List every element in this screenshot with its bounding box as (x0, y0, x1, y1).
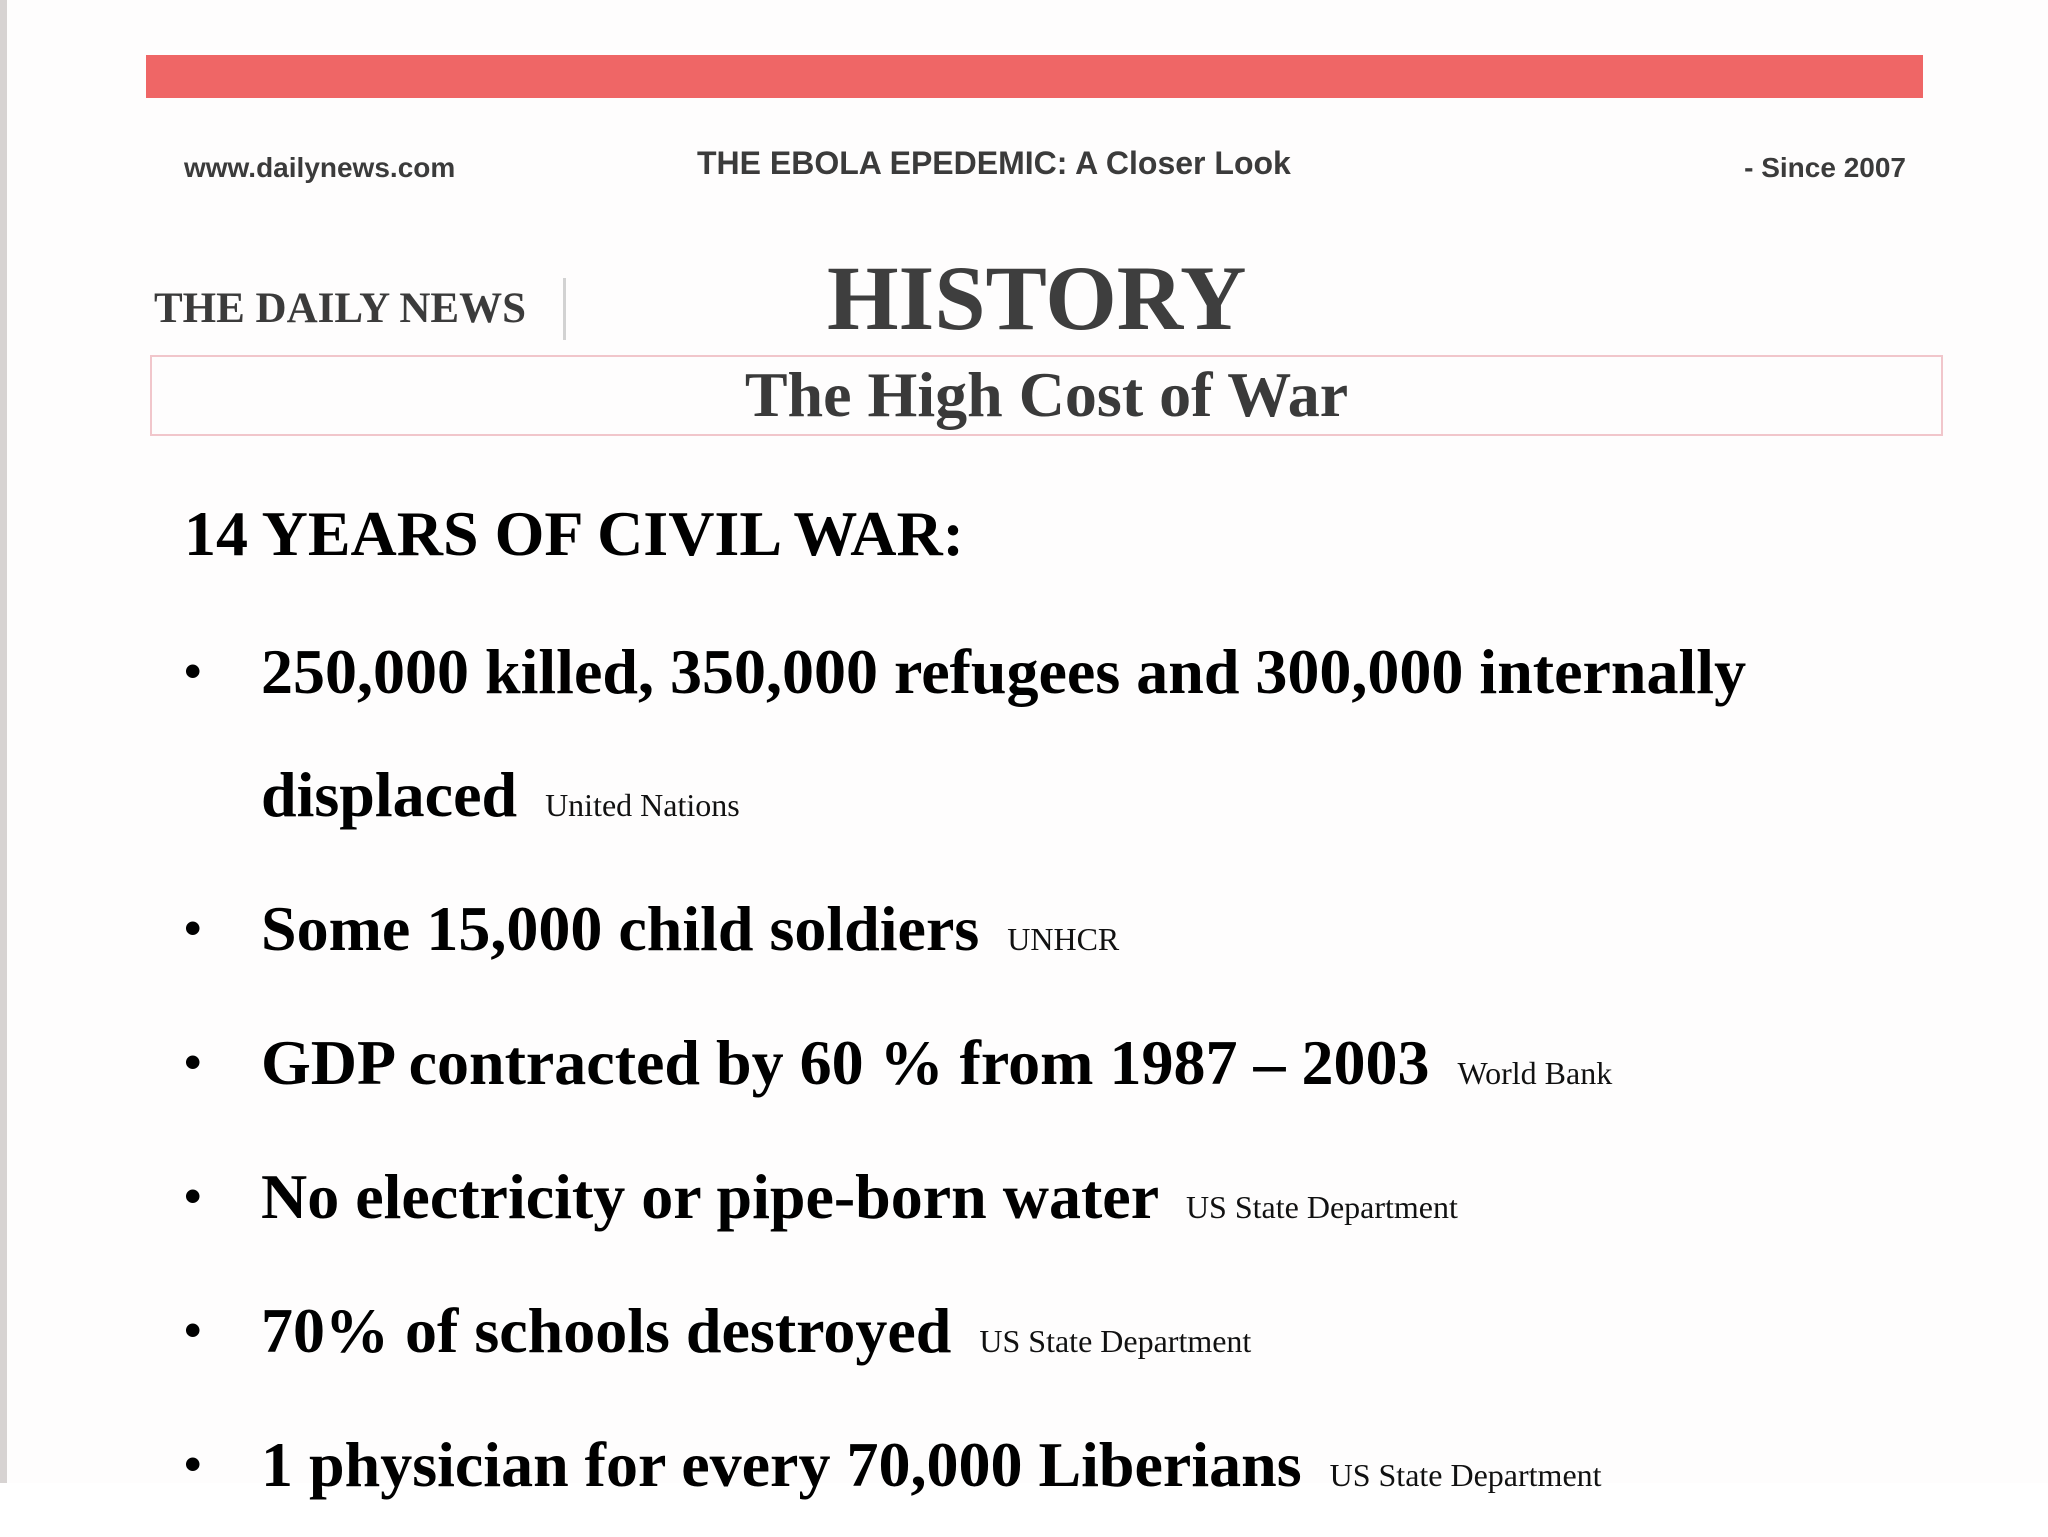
section-title: HISTORY (827, 247, 1247, 349)
bullet-source: United Nations (545, 787, 740, 823)
bullet-dot-icon: • (184, 1302, 202, 1358)
bullet-text: Some 15,000 child soldiers (261, 893, 980, 964)
masthead-divider (563, 278, 566, 340)
masthead-name: THE DAILY NEWS (154, 285, 526, 332)
bullet-source: US State Department (1185, 1189, 1458, 1225)
bullet-source: UNHCR (1007, 921, 1120, 957)
bullet-dot-icon: • (184, 1168, 202, 1224)
bullet-source: World Bank (1457, 1055, 1613, 1091)
since-label: - Since 2007 (1744, 152, 1906, 183)
website-url: www.dailynews.com (184, 152, 456, 183)
bullet-source: US State Department (979, 1323, 1252, 1359)
bullet-list (184, 610, 1944, 1537)
bullet-text: No electricity or pipe-born water (261, 1161, 1158, 1232)
bullet-text: 1 physician for every 70,000 Liberians (261, 1429, 1302, 1500)
bullet-dot-icon: • (184, 900, 202, 956)
content-heading: 14 YEARS OF CIVIL WAR: (184, 498, 964, 569)
bullet-item (184, 1135, 1944, 1269)
bullet-dot-icon: • (184, 1034, 202, 1090)
bullet-dot-icon: • (184, 643, 202, 699)
bullet-item (184, 1403, 1944, 1537)
series-title: THE EBOLA EPEDEMIC: A Closer Look (697, 145, 1291, 181)
bullet-text: GDP contracted by 60 % from 1987 – 2003 (261, 1027, 1430, 1098)
bullet-source: US State Department (1329, 1457, 1602, 1493)
bullet-item (184, 1269, 1944, 1403)
bullet-item (184, 867, 1944, 1001)
bullet-text: 70% of schools destroyed (261, 1295, 952, 1366)
bullet-text: 250,000 killed, 350,000 refugees and 300,000 internally displaced (261, 636, 1747, 830)
headline-box (150, 355, 1943, 436)
bullet-item (184, 1001, 1944, 1135)
bullet-item (184, 610, 1944, 867)
bullet-dot-icon: • (184, 1436, 202, 1492)
header-accent-bar (146, 55, 1923, 98)
headline: The High Cost of War (744, 359, 1349, 430)
